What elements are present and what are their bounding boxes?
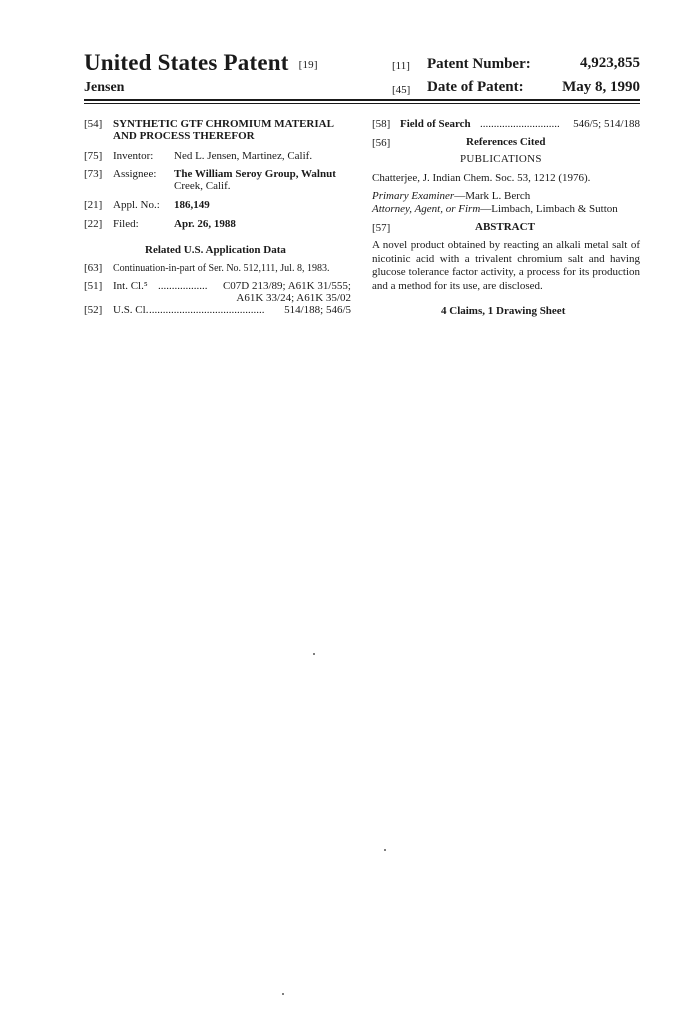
invention-title-line2: AND PROCESS THEREFOR xyxy=(113,130,255,142)
date-label: Date of Patent: xyxy=(427,79,524,95)
appl-label: Appl. No.: xyxy=(113,199,160,211)
intcl-line2: A61K 33/24; A61K 35/02 xyxy=(236,292,351,304)
date-code: [45] xyxy=(392,84,411,96)
field-of-search-code: [58] xyxy=(372,118,391,130)
attorney-value: —Limbach, Limbach & Sutton xyxy=(480,203,618,215)
intcl-leader: .................. xyxy=(158,280,208,292)
patent-number-code: [11] xyxy=(392,60,410,72)
uscl-value: 514/188; 546/5 xyxy=(284,304,351,316)
scan-speck xyxy=(313,653,315,655)
filed-label: Filed: xyxy=(113,218,139,230)
primary-examiner xyxy=(372,190,530,202)
patent-date: May 8, 1990 xyxy=(562,79,640,95)
citation: Chatterjee, J. Indian Chem. Soc. 53, 1212 (1976). xyxy=(372,172,591,184)
claims-summary: 4 Claims, 1 Drawing Sheet xyxy=(441,305,566,317)
patent-number: 4,923,855 xyxy=(580,55,640,71)
header-rule-thin xyxy=(84,103,640,104)
uscl-code: [52] xyxy=(84,304,103,316)
assignee-line2: Creek, Calif. xyxy=(174,180,231,192)
field-of-search-leader: ............................. xyxy=(480,118,560,130)
primary-examiner-label: Primary Examiner xyxy=(372,190,455,202)
filed-code: [22] xyxy=(84,218,103,230)
intcl-label: Int. Cl.⁵ xyxy=(113,280,148,292)
field-of-search-value: 546/5; 514/188 xyxy=(573,118,640,130)
inventor-code: [75] xyxy=(84,150,103,162)
filed-value: Apr. 26, 1988 xyxy=(174,218,236,230)
related-data-heading: Related U.S. Application Data xyxy=(145,244,286,256)
continuation-text: Continuation-in-part of Ser. No. 512,111, Jul. 8, 1983. xyxy=(113,263,330,274)
inventor-value: Ned L. Jensen, Martinez, Calif. xyxy=(174,150,313,162)
intcl-line1: C07D 213/89; A61K 31/555; xyxy=(222,280,351,292)
abstract-code: [57] xyxy=(372,222,391,234)
patent-title-text: United States Patent xyxy=(84,50,289,75)
patent-title xyxy=(84,50,318,76)
assignee-line1: The William Seroy Group, Walnut xyxy=(174,168,336,180)
appl-code: [21] xyxy=(84,199,103,211)
inventor-surname: Jensen xyxy=(84,80,125,95)
abstract-text: A novel product obtained by reacting an alkali metal salt of nicotinic acid with a trivalent chromium salt and having glucose tolerance factor activity, a process for its production and a method for its use, are disclosed. xyxy=(372,239,640,292)
field-of-search-label: Field of Search xyxy=(400,118,471,130)
references-heading: References Cited xyxy=(466,136,546,148)
publications-heading: PUBLICATIONS xyxy=(460,153,542,165)
scan-speck xyxy=(282,993,284,995)
continuation-code: [63] xyxy=(84,262,103,274)
patent-number-label: Patent Number: xyxy=(427,56,531,72)
assignee-code: [73] xyxy=(84,168,103,180)
appl-value: 186,149 xyxy=(174,199,210,211)
uscl-leader: .......................................... xyxy=(149,304,265,316)
intcl-code: [51] xyxy=(84,280,103,292)
header-rule-thick xyxy=(84,99,640,101)
attorney xyxy=(372,203,618,215)
inventor-label: Inventor: xyxy=(113,150,154,162)
patent-title-code: [19] xyxy=(298,59,318,71)
uscl-label: U.S. Cl. xyxy=(113,304,149,316)
invention-title-line1: SYNTHETIC GTF CHROMIUM MATERIAL xyxy=(113,118,334,130)
primary-examiner-value: —Mark L. Berch xyxy=(454,190,531,202)
abstract-heading: ABSTRACT xyxy=(475,221,535,233)
references-code: [56] xyxy=(372,137,391,149)
scan-speck xyxy=(384,849,386,851)
attorney-label: Attorney, Agent, or Firm xyxy=(372,203,481,215)
title-code: [54] xyxy=(84,118,103,130)
assignee-label: Assignee: xyxy=(113,168,157,180)
